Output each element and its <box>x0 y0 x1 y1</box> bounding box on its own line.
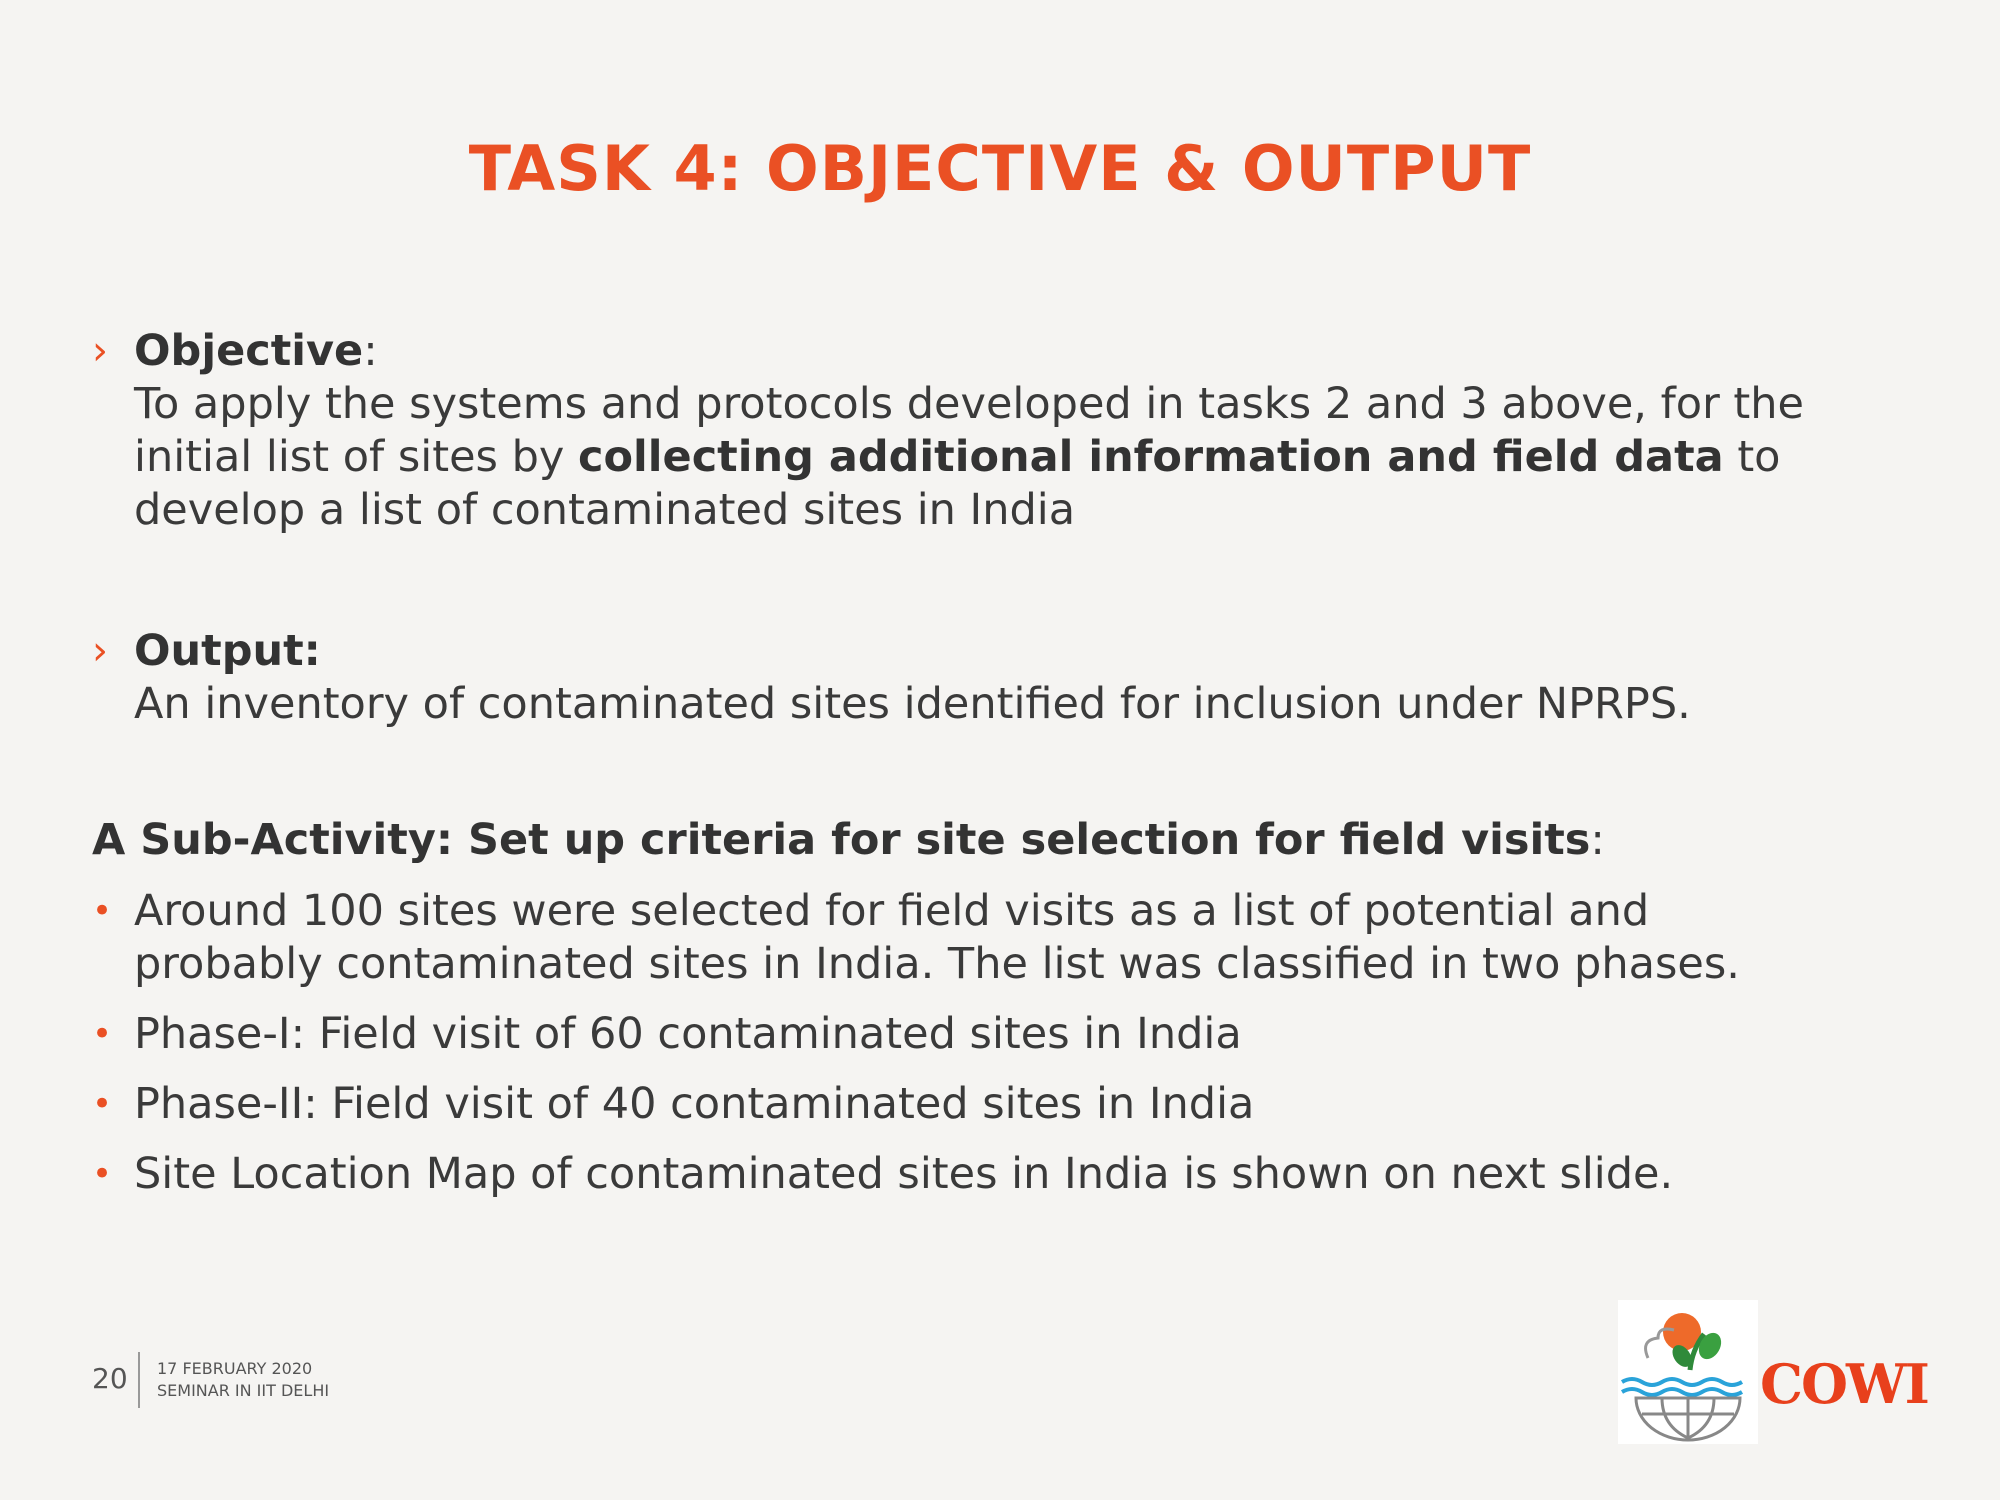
list-item-text: Phase-II: Field visit of 40 contaminated sites in India <box>134 1079 1255 1129</box>
bullet-dot-icon: • <box>92 1014 113 1054</box>
page-number: 20 <box>92 1362 128 1395</box>
footer-text <box>157 1358 329 1402</box>
objective-label: Objective <box>134 326 364 376</box>
objective-emphasis: collecting additional information and field data <box>578 432 1724 482</box>
objective-line-2-pre: initial list of sites by <box>134 432 579 482</box>
chevron-right-icon: › <box>92 328 108 374</box>
list-item <box>92 1078 1932 1131</box>
chevron-right-icon: › <box>92 628 108 674</box>
footer-event: SEMINAR IN IIT DELHI <box>157 1381 330 1400</box>
objective-line-3: develop a list of contaminated sites in India <box>134 485 1076 535</box>
objective-line-1: To apply the systems and protocols developed in tasks 2 and 3 above, for the <box>134 379 1804 429</box>
list-item-text: Phase-I: Field visit of 60 contaminated sites in India <box>134 1009 1242 1059</box>
output-text: An inventory of contaminated sites identified for inclusion under NPRPS. <box>134 679 1691 729</box>
sub-activity-colon: : <box>1590 815 1605 865</box>
footer-date: 17 FEBRUARY 2020 <box>157 1359 313 1378</box>
list-item <box>92 1148 1932 1201</box>
objective-section <box>92 325 1932 537</box>
organization-logo <box>1618 1300 1758 1444</box>
cowi-logo: COWI <box>1760 1352 1928 1416</box>
footer-divider <box>138 1352 140 1408</box>
list-item-text-continued: probably contaminated sites in India. The list was classified in two phases. <box>134 939 1740 989</box>
sub-activity-heading-text: A Sub-Activity: Set up criteria for site selection for field visits <box>92 815 1591 865</box>
output-label: Output: <box>134 626 321 676</box>
objective-item <box>92 325 1932 537</box>
globe-leaf-logo-icon <box>1618 1300 1758 1444</box>
sub-activity-heading <box>92 812 1605 868</box>
list-item <box>92 885 1932 991</box>
bullet-dot-icon: • <box>92 891 113 931</box>
objective-colon: : <box>363 326 378 376</box>
bullet-dot-icon: • <box>92 1154 113 1194</box>
list-item <box>92 1008 1932 1061</box>
list-item-text: Site Location Map of contaminated sites in India is shown on next slide. <box>134 1149 1674 1199</box>
objective-line-2-post: to <box>1723 432 1781 482</box>
bullet-dot-icon: • <box>92 1084 113 1124</box>
list-item-text: Around 100 sites were selected for field visits as a list of potential and <box>134 886 1650 936</box>
output-item <box>92 625 1932 731</box>
sub-activity-list <box>92 885 1932 1201</box>
output-section <box>92 625 1932 731</box>
slide-title: TASK 4: OBJECTIVE & OUTPUT <box>468 132 1532 205</box>
objective-line-2 <box>134 431 1932 484</box>
